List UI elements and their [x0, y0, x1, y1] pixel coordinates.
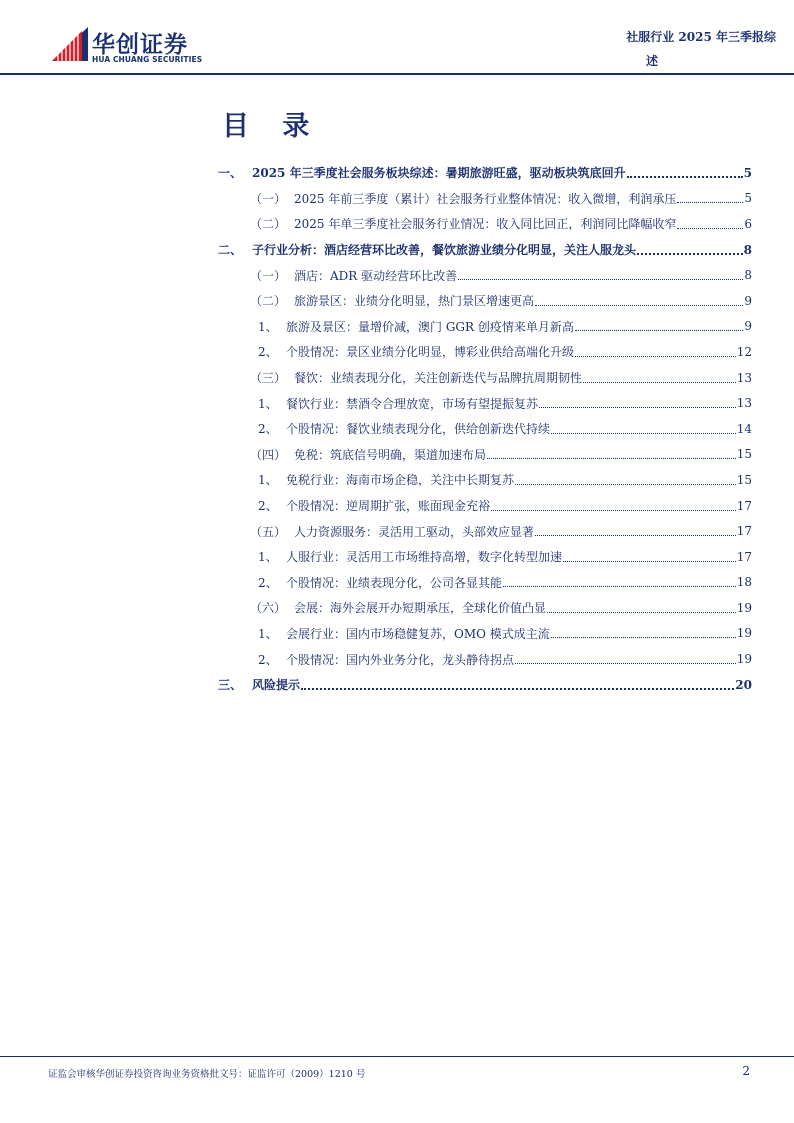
- logo-english-name: HUA CHUANG SECURITIES: [92, 55, 203, 64]
- toc-leader-dots: [677, 201, 743, 203]
- toc-entry-page: 12: [736, 344, 752, 359]
- toc-entry-page: 15: [736, 447, 752, 462]
- toc-entry-number: 1、: [258, 473, 278, 488]
- toc-leader-dots: [575, 355, 736, 357]
- toc-entry-number: 2、: [258, 652, 278, 667]
- toc-entry[interactable]: [218, 288, 752, 314]
- toc-leader-dots: [539, 406, 736, 408]
- toc-heading: 目 录: [222, 111, 322, 142]
- table-of-contents: [218, 160, 752, 697]
- toc-entry[interactable]: [218, 262, 752, 288]
- toc-entry-page: 13: [736, 396, 752, 411]
- toc-entry-page: 17: [736, 524, 752, 539]
- toc-entry-number: （一）: [250, 268, 287, 283]
- toc-leader-dots: [535, 304, 743, 306]
- toc-entry-page: 8: [744, 268, 752, 283]
- toc-entry-number: 一、: [218, 166, 243, 181]
- toc-entry-number: （五）: [250, 524, 287, 539]
- toc-entry[interactable]: [218, 211, 752, 237]
- page-number: 2: [742, 1064, 750, 1078]
- toc-entry-title: 免税：筑底信号明确，渠道加速布局: [294, 447, 487, 462]
- toc-entry[interactable]: [218, 365, 752, 391]
- toc-entry-number: （六）: [250, 601, 287, 616]
- toc-entry[interactable]: [218, 544, 752, 570]
- toc-entry-page: 17: [736, 549, 752, 564]
- toc-entry-title: 个股情况：国内外业务分化，龙头静待拐点: [286, 652, 515, 667]
- toc-entry-number: 三、: [218, 678, 243, 693]
- toc-entry-title: 2025 年三季度社会服务板块综述：暑期旅游旺盛，驱动板块筑底回升: [252, 166, 626, 181]
- toc-entry-title: 个股情况：逆周期扩张，账面现金充裕: [286, 499, 491, 514]
- toc-entry-number: 2、: [258, 499, 278, 514]
- toc-leader-dots: [515, 483, 736, 485]
- toc-entry-title: 酒店：ADR 驱动经营环比改善: [294, 268, 458, 283]
- toc-entry-page: 9: [744, 319, 752, 334]
- logo-mark-icon: [52, 27, 88, 61]
- toc-entry-number: 1、: [258, 550, 278, 565]
- toc-entry-title: 餐饮行业：禁酒令合理放宽，市场有望提振复苏: [286, 396, 539, 411]
- company-logo: [52, 27, 202, 67]
- toc-entry-number: （四）: [250, 447, 287, 462]
- toc-entry[interactable]: [218, 186, 752, 212]
- toc-entry-number: 1、: [258, 319, 278, 334]
- toc-leader-dots: [487, 457, 736, 459]
- toc-entry[interactable]: [218, 314, 752, 340]
- toc-leader-dots: [583, 381, 736, 383]
- toc-leader-dots: [677, 227, 743, 229]
- toc-entry-title: 个股情况：业绩表现分化，公司各显其能: [286, 575, 503, 590]
- toc-entry[interactable]: [218, 570, 752, 596]
- toc-entry-title: 旅游及景区：量增价减，澳门 GGR 创疫情来单月新高: [286, 319, 574, 334]
- report-title-line2: 述: [646, 54, 659, 68]
- toc-entry[interactable]: [218, 518, 752, 544]
- toc-entry[interactable]: [218, 416, 752, 442]
- toc-leader-dots: [515, 662, 736, 664]
- toc-entry-page: 19: [736, 600, 752, 615]
- toc-entry-page: 5: [744, 191, 752, 206]
- toc-entry-title: 免税行业：海南市场企稳，关注中长期复苏: [286, 473, 515, 488]
- toc-entry-title: 子行业分析：酒店经营环比改善，餐饮旅游业绩分化明显，关注人服龙头: [252, 243, 637, 258]
- toc-entry-number: 2、: [258, 345, 278, 360]
- report-title: [596, 25, 776, 73]
- toc-leader-dots: [575, 329, 744, 331]
- toc-entry-number: （三）: [250, 371, 287, 386]
- toc-entry-number: 1、: [258, 626, 278, 641]
- toc-entry-number: 二、: [218, 243, 243, 258]
- toc-entry-title: 个股情况：景区业绩分化明显，博彩业供给高端化升级: [286, 345, 575, 360]
- toc-leader-dots: [551, 636, 736, 638]
- toc-entry-title: 人服行业：灵活用工市场维持高增，数字化转型加速: [286, 550, 563, 565]
- page-header: [0, 0, 794, 80]
- report-title-line1: 社服行业 2025 年三季报综: [626, 30, 776, 44]
- toc-leader-dots: [491, 509, 736, 511]
- toc-entry-page: 17: [736, 498, 752, 513]
- toc-entry[interactable]: [218, 442, 752, 468]
- toc-entry-title: 会展行业：国内市场稳健复苏，OMO 模式成主流: [286, 626, 550, 641]
- toc-entry-title: 2025 年前三季度（累计）社会服务行业整体情况：收入微增，利润承压: [294, 191, 677, 206]
- toc-leader-dots: [637, 252, 743, 255]
- toc-leader-dots: [627, 175, 743, 178]
- toc-entry-page: 14: [736, 421, 752, 436]
- toc-entry[interactable]: [218, 646, 752, 672]
- toc-entry-number: 2、: [258, 422, 278, 437]
- toc-entry-page: 19: [736, 626, 752, 641]
- toc-entry-page: 19: [736, 652, 752, 667]
- toc-entry-page: 20: [735, 677, 752, 692]
- toc-entry[interactable]: [218, 672, 752, 698]
- toc-entry-number: （一）: [250, 191, 287, 206]
- toc-entry[interactable]: [218, 339, 752, 365]
- toc-leader-dots: [301, 687, 734, 690]
- toc-entry-title: 人力资源服务：灵活用工驱动，头部效应显著: [294, 524, 535, 539]
- toc-entry-title: 会展：海外会展开办短期承压，全球化价值凸显: [294, 601, 547, 616]
- logo-chinese-name: 华创证券: [92, 32, 188, 58]
- toc-entry[interactable]: [218, 595, 752, 621]
- toc-entry[interactable]: [218, 390, 752, 416]
- toc-entry-page: 8: [743, 242, 752, 257]
- toc-entry-page: 9: [744, 293, 752, 308]
- toc-entry-title: 2025 年单三季度社会服务行业情况：收入同比回正，利润同比降幅收窄: [294, 217, 677, 232]
- toc-entry-title: 旅游景区：业绩分化明显，热门景区增速更高: [294, 294, 535, 309]
- toc-entry[interactable]: [218, 467, 752, 493]
- toc-entry-number: 2、: [258, 575, 278, 590]
- footer-divider: [0, 1056, 794, 1057]
- toc-entry-page: 6: [744, 216, 752, 231]
- toc-entry-page: 5: [743, 165, 752, 180]
- toc-entry-page: 15: [736, 472, 752, 487]
- toc-entry[interactable]: [218, 493, 752, 519]
- toc-entry-page: 18: [736, 575, 752, 590]
- toc-leader-dots: [563, 560, 736, 562]
- toc-leader-dots: [535, 534, 736, 536]
- toc-entry-page: 13: [736, 370, 752, 385]
- toc-entry-title: 风险提示: [252, 678, 301, 693]
- toc-entry-title: 个股情况：餐饮业绩表现分化，供给创新迭代持续: [286, 422, 551, 437]
- toc-leader-dots: [458, 278, 743, 280]
- toc-entry-number: （二）: [250, 217, 287, 232]
- toc-leader-dots: [551, 432, 736, 434]
- footer-license-text: 证监会审核华创证券投资咨询业务资格批文号：证监许可（2009）1210 号: [48, 1069, 366, 1080]
- toc-entry-number: 1、: [258, 396, 278, 411]
- toc-entry-number: （二）: [250, 294, 287, 309]
- toc-entry-title: 餐饮：业绩表现分化，关注创新迭代与品牌抗周期韧性: [294, 371, 583, 386]
- toc-entry[interactable]: [218, 621, 752, 647]
- toc-leader-dots: [547, 611, 736, 613]
- toc-entry[interactable]: [218, 160, 752, 186]
- toc-leader-dots: [503, 585, 736, 587]
- toc-entry[interactable]: [218, 237, 752, 263]
- header-divider: [0, 73, 794, 75]
